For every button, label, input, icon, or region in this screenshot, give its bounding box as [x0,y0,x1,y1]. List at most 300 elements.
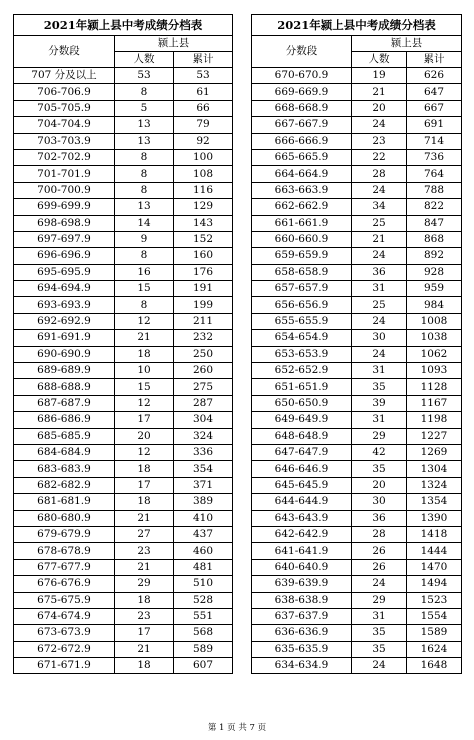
cumulative-cell: 354 [174,461,233,477]
table-row [14,346,233,362]
count-cell: 18 [115,461,174,477]
cumulative-cell: 736 [407,149,462,165]
score-range-cell: 697-697.9 [14,231,115,247]
score-range-cell: 702-702.9 [14,149,115,165]
score-range-cell: 676-676.9 [14,576,115,592]
score-range-cell: 693-693.9 [14,297,115,313]
table-row [252,379,462,395]
table-row [14,133,233,149]
count-cell: 10 [115,363,174,379]
cumulative-cell: 53 [174,68,233,84]
cumulative-cell: 959 [407,281,462,297]
cumulative-cell: 510 [174,576,233,592]
table-row [252,592,462,608]
count-cell: 8 [115,248,174,264]
table-row [14,576,233,592]
table-row [252,543,462,559]
cumulative-cell: 1624 [407,641,462,657]
cumulative-cell: 304 [174,412,233,428]
table-row [252,281,462,297]
cumulative-cell: 1470 [407,559,462,575]
count-cell: 31 [352,281,407,297]
cumulative-cell: 1589 [407,625,462,641]
cumulative-cell: 460 [174,543,233,559]
table-row [14,559,233,575]
count-cell: 13 [115,199,174,215]
cumulative-cell: 371 [174,477,233,493]
cumulative-cell: 275 [174,379,233,395]
cumulative-cell: 1227 [407,428,462,444]
count-cell: 31 [352,608,407,624]
cumulative-cell: 61 [174,84,233,100]
count-cell: 12 [115,313,174,329]
cumulative-cell: 714 [407,133,462,149]
table-row [14,117,233,133]
score-range-cell: 680-680.9 [14,510,115,526]
table-row [14,625,233,641]
score-range-cell: 692-692.9 [14,313,115,329]
table-row [14,313,233,329]
table-row [14,641,233,657]
cumulative-cell: 528 [174,592,233,608]
table-row [14,658,233,674]
table-row [252,494,462,510]
score-range-cell: 654-654.9 [252,330,352,346]
score-range-cell: 635-635.9 [252,641,352,657]
score-range-cell: 643-643.9 [252,510,352,526]
count-cell: 21 [352,231,407,247]
score-table-left [13,14,233,674]
score-range-cell: 682-682.9 [14,477,115,493]
cumulative-cell: 1008 [407,313,462,329]
column-header-score-range: 分数段 [252,36,352,68]
cumulative-cell: 79 [174,117,233,133]
count-cell: 27 [115,526,174,542]
score-range-cell: 662-662.9 [252,199,352,215]
table-row [252,133,462,149]
score-range-cell: 687-687.9 [14,395,115,411]
cumulative-cell: 1198 [407,412,462,428]
cumulative-cell: 1554 [407,608,462,624]
score-range-cell: 659-659.9 [252,248,352,264]
score-range-cell: 652-652.9 [252,363,352,379]
count-cell: 24 [352,117,407,133]
count-cell: 39 [352,395,407,411]
table-row [14,100,233,116]
score-range-cell: 684-684.9 [14,444,115,460]
score-range-cell: 637-637.9 [252,608,352,624]
score-range-cell: 688-688.9 [14,379,115,395]
cumulative-cell: 868 [407,231,462,247]
score-range-cell: 678-678.9 [14,543,115,559]
count-cell: 15 [115,379,174,395]
cumulative-cell: 260 [174,363,233,379]
cumulative-cell: 892 [407,248,462,264]
table-row [252,641,462,657]
cumulative-cell: 607 [174,658,233,674]
table-row [252,297,462,313]
score-range-cell: 672-672.9 [14,641,115,657]
cumulative-cell: 66 [174,100,233,116]
score-range-cell: 634-634.9 [252,658,352,674]
score-range-cell: 707 分及以上 [14,68,115,84]
cumulative-cell: 626 [407,68,462,84]
table-row [14,231,233,247]
page-number: 第 1 页 共 7 页 [207,723,267,733]
score-range-cell: 700-700.9 [14,182,115,198]
count-cell: 29 [115,576,174,592]
table-row [14,526,233,542]
cumulative-cell: 928 [407,264,462,280]
count-cell: 21 [115,641,174,657]
column-header-cumulative: 累计 [174,52,233,68]
count-cell: 36 [352,264,407,280]
score-range-cell: 673-673.9 [14,625,115,641]
count-cell: 24 [352,313,407,329]
score-range-cell: 636-636.9 [252,625,352,641]
count-cell: 13 [115,117,174,133]
cumulative-cell: 551 [174,608,233,624]
count-cell: 8 [115,297,174,313]
score-range-cell: 671-671.9 [14,658,115,674]
count-cell: 35 [352,625,407,641]
score-range-cell: 664-664.9 [252,166,352,182]
score-range-cell: 704-704.9 [14,117,115,133]
cumulative-cell: 1128 [407,379,462,395]
count-cell: 24 [352,658,407,674]
table-row [252,149,462,165]
cumulative-cell: 589 [174,641,233,657]
column-header-score-range: 分数段 [14,36,115,68]
count-cell: 26 [352,559,407,575]
cumulative-cell: 647 [407,84,462,100]
count-cell: 29 [352,592,407,608]
cumulative-cell: 568 [174,625,233,641]
table-row [14,608,233,624]
table-row [14,461,233,477]
table-row [14,84,233,100]
score-range-cell: 699-699.9 [14,199,115,215]
cumulative-cell: 822 [407,199,462,215]
count-cell: 35 [352,641,407,657]
count-cell: 26 [352,543,407,559]
score-range-cell: 677-677.9 [14,559,115,575]
cumulative-cell: 176 [174,264,233,280]
table-row [252,625,462,641]
cumulative-cell: 143 [174,215,233,231]
count-cell: 36 [352,510,407,526]
table-row [252,182,462,198]
table-row [14,264,233,280]
cumulative-cell: 1167 [407,395,462,411]
column-header-count: 人数 [352,52,407,68]
table-row [252,346,462,362]
cumulative-cell: 160 [174,248,233,264]
cumulative-cell: 92 [174,133,233,149]
cumulative-cell: 152 [174,231,233,247]
cumulative-cell: 191 [174,281,233,297]
column-header-county: 颍上县 [352,36,462,52]
count-cell: 19 [352,68,407,84]
score-range-cell: 706-706.9 [14,84,115,100]
score-range-cell: 686-686.9 [14,412,115,428]
score-range-cell: 685-685.9 [14,428,115,444]
count-cell: 14 [115,215,174,231]
score-range-cell: 689-689.9 [14,363,115,379]
score-range-cell: 642-642.9 [252,526,352,542]
count-cell: 21 [115,330,174,346]
count-cell: 12 [115,395,174,411]
count-cell: 35 [352,461,407,477]
cumulative-cell: 389 [174,494,233,510]
count-cell: 24 [352,346,407,362]
cumulative-cell: 1304 [407,461,462,477]
table-row [252,395,462,411]
cumulative-cell: 108 [174,166,233,182]
table-row [252,461,462,477]
count-cell: 8 [115,182,174,198]
count-cell: 24 [352,576,407,592]
cumulative-cell: 667 [407,100,462,116]
table-row [252,576,462,592]
table-row [252,477,462,493]
count-cell: 25 [352,215,407,231]
count-cell: 31 [352,412,407,428]
cumulative-cell: 410 [174,510,233,526]
score-range-cell: 657-657.9 [252,281,352,297]
count-cell: 28 [352,166,407,182]
count-cell: 23 [352,133,407,149]
table-row [252,428,462,444]
count-cell: 8 [115,166,174,182]
count-cell: 22 [352,149,407,165]
table-row [14,363,233,379]
count-cell: 24 [352,248,407,264]
count-cell: 17 [115,625,174,641]
count-cell: 15 [115,281,174,297]
score-range-cell: 694-694.9 [14,281,115,297]
cumulative-cell: 1444 [407,543,462,559]
table-row [252,231,462,247]
score-range-cell: 655-655.9 [252,313,352,329]
cumulative-cell: 1269 [407,444,462,460]
cumulative-cell: 211 [174,313,233,329]
score-range-cell: 639-639.9 [252,576,352,592]
table-row [14,510,233,526]
count-cell: 18 [115,592,174,608]
table-row [14,494,233,510]
cumulative-cell: 1523 [407,592,462,608]
score-range-cell: 679-679.9 [14,526,115,542]
column-header-county: 颍上县 [115,36,233,52]
table-row [14,330,233,346]
score-range-cell: 646-646.9 [252,461,352,477]
score-range-cell: 696-696.9 [14,248,115,264]
table-row [14,412,233,428]
table-row [252,100,462,116]
cumulative-cell: 232 [174,330,233,346]
count-cell: 17 [115,477,174,493]
table-row [252,199,462,215]
count-cell: 18 [115,494,174,510]
table-row [252,412,462,428]
table-row [14,477,233,493]
count-cell: 28 [352,526,407,542]
score-range-cell: 638-638.9 [252,592,352,608]
score-range-cell: 675-675.9 [14,592,115,608]
count-cell: 20 [115,428,174,444]
score-range-cell: 661-661.9 [252,215,352,231]
table-row [252,84,462,100]
count-cell: 18 [115,346,174,362]
score-range-cell: 681-681.9 [14,494,115,510]
cumulative-cell: 788 [407,182,462,198]
cumulative-cell: 691 [407,117,462,133]
table-row [252,117,462,133]
score-range-cell: 649-649.9 [252,412,352,428]
table-title: 2021年颍上县中考成绩分档表 [14,15,233,36]
score-range-cell: 651-651.9 [252,379,352,395]
cumulative-cell: 1418 [407,526,462,542]
count-cell: 16 [115,264,174,280]
cumulative-cell: 1494 [407,576,462,592]
table-row [252,363,462,379]
score-range-cell: 653-653.9 [252,346,352,362]
score-range-cell: 665-665.9 [252,149,352,165]
score-range-cell: 656-656.9 [252,297,352,313]
cumulative-cell: 199 [174,297,233,313]
score-range-cell: 650-650.9 [252,395,352,411]
count-cell: 17 [115,412,174,428]
table-row [14,379,233,395]
table-row [252,608,462,624]
count-cell: 20 [352,100,407,116]
score-table-right [251,14,462,674]
score-range-cell: 666-666.9 [252,133,352,149]
cumulative-cell: 1648 [407,658,462,674]
count-cell: 31 [352,363,407,379]
table-row [14,395,233,411]
table-row [14,592,233,608]
score-range-cell: 660-660.9 [252,231,352,247]
table-row [14,248,233,264]
table-row [14,444,233,460]
count-cell: 23 [115,543,174,559]
score-range-cell: 663-663.9 [252,182,352,198]
table-row [252,68,462,84]
cumulative-cell: 1354 [407,494,462,510]
count-cell: 30 [352,494,407,510]
table-row [14,68,233,84]
table-row [14,297,233,313]
table-row [14,428,233,444]
count-cell: 24 [352,182,407,198]
table-row [14,199,233,215]
table-row [14,543,233,559]
score-range-cell: 695-695.9 [14,264,115,280]
table-row [14,281,233,297]
table-row [14,215,233,231]
cumulative-cell: 847 [407,215,462,231]
table-row [252,510,462,526]
table-row [252,313,462,329]
score-range-cell: 641-641.9 [252,543,352,559]
count-cell: 9 [115,231,174,247]
count-cell: 34 [352,199,407,215]
table-row [252,658,462,674]
count-cell: 21 [352,84,407,100]
count-cell: 21 [115,510,174,526]
score-range-cell: 645-645.9 [252,477,352,493]
table-row [252,526,462,542]
score-range-cell: 691-691.9 [14,330,115,346]
table-row [14,182,233,198]
table-row [14,149,233,165]
table-row [252,166,462,182]
table-row [252,444,462,460]
count-cell: 53 [115,68,174,84]
table-row [252,559,462,575]
cumulative-cell: 1324 [407,477,462,493]
table-row [252,330,462,346]
score-range-cell: 648-648.9 [252,428,352,444]
table-row [14,166,233,182]
table-row [252,248,462,264]
score-range-cell: 669-669.9 [252,84,352,100]
cumulative-cell: 129 [174,199,233,215]
count-cell: 21 [115,559,174,575]
count-cell: 29 [352,428,407,444]
score-range-cell: 644-644.9 [252,494,352,510]
count-cell: 42 [352,444,407,460]
score-range-cell: 690-690.9 [14,346,115,362]
cumulative-cell: 764 [407,166,462,182]
score-range-cell: 668-668.9 [252,100,352,116]
cumulative-cell: 324 [174,428,233,444]
score-range-cell: 683-683.9 [14,461,115,477]
score-range-cell: 701-701.9 [14,166,115,182]
cumulative-cell: 437 [174,526,233,542]
count-cell: 30 [352,330,407,346]
count-cell: 12 [115,444,174,460]
count-cell: 13 [115,133,174,149]
cumulative-cell: 100 [174,149,233,165]
score-range-cell: 647-647.9 [252,444,352,460]
cumulative-cell: 1093 [407,363,462,379]
score-range-cell: 674-674.9 [14,608,115,624]
score-range-cell: 667-667.9 [252,117,352,133]
score-range-cell: 658-658.9 [252,264,352,280]
cumulative-cell: 336 [174,444,233,460]
cumulative-cell: 1390 [407,510,462,526]
cumulative-cell: 481 [174,559,233,575]
count-cell: 18 [115,658,174,674]
column-header-cumulative: 累计 [407,52,462,68]
score-range-cell: 640-640.9 [252,559,352,575]
cumulative-cell: 287 [174,395,233,411]
count-cell: 8 [115,84,174,100]
table-row [252,264,462,280]
count-cell: 5 [115,100,174,116]
score-range-cell: 670-670.9 [252,68,352,84]
count-cell: 35 [352,379,407,395]
cumulative-cell: 984 [407,297,462,313]
cumulative-cell: 1038 [407,330,462,346]
count-cell: 8 [115,149,174,165]
count-cell: 25 [352,297,407,313]
cumulative-cell: 1062 [407,346,462,362]
score-range-cell: 703-703.9 [14,133,115,149]
